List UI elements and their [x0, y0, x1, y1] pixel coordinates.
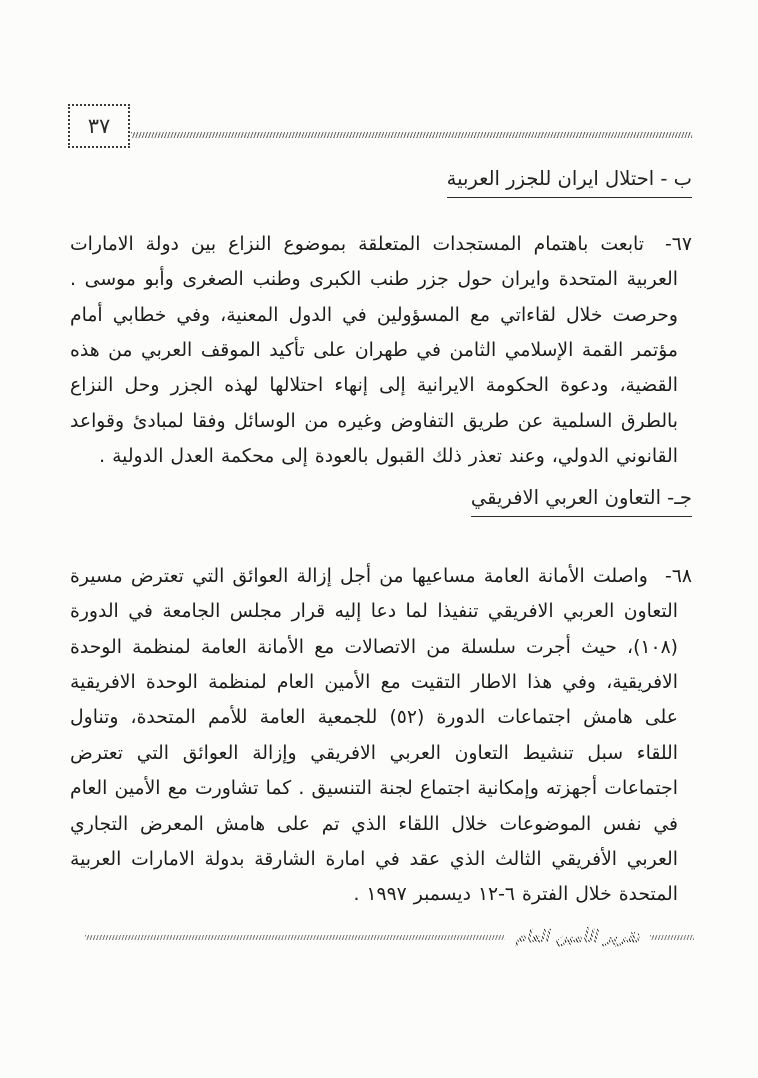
footer-document-title: تقرير الأمين العام [515, 927, 640, 947]
section-heading-b: ب - احتلال ايران للجزر العربية [447, 167, 692, 198]
paragraph-67-text: تابعت باهتمام المستجدات المتعلقة بموضوع النزاع بين دولة الامارات العربية المتحدة وايران حول جزر طنب الكبرى وطنب الصغرى وأبو موسى . وحرصت خلال لقاءاتي مع المسؤولين في الدول المعنية، وفي خطابي أمام مؤتمر القمة الإسلامي الثامن في طهران على تأكيد الموقف العربي من هذه القضية، ودعوة الحكومة الايرانية إلى إنهاء احتلالها لهذه الجزر وحل النزاع بالطرق السلمية عن طريق التفاوض وغيره من الوسائل وفقا لمبادئ وقواعد القانوني الدولي، وعند تعذر ذلك القبول بالعودة إلى محكمة العدل الدولية . [70, 233, 678, 468]
footer-hatched-rule-short [650, 935, 694, 940]
footer [85, 922, 694, 952]
footer-hatched-rule [85, 935, 505, 940]
page-number-box [68, 104, 130, 148]
paragraph-67 [70, 227, 692, 475]
header-hatched-rule [131, 132, 692, 138]
paragraph-67-number: ٦٧- [665, 233, 692, 255]
paragraph-68-number: ٦٨- [665, 565, 692, 587]
paragraph-68 [70, 559, 692, 913]
paragraph-68-text: واصلت الأمانة العامة مساعيها من أجل إزالة العوائق التي تعترض مسيرة التعاون العربي الافريقي تنفيذا لما دعا إليه قرار مجلس الجامعة في الدورة (١٠٨)، حيث أجرت سلسلة من الاتصالات مع الأمانة العامة لمنظمة الوحدة الافريقية، وفي هذا الاطار التقيت مع الأمين العام لمنظمة الوحدة الافريقية على هامش اجتماعات الدورة (٥٢) للجمعية العامة للأمم المتحدة، وتناول اللقاء سبل تنشيط التعاون العربي الافريقي وإزالة العوائق التي تعترض اجتماعات أجهزته وإمكانية اجتماع لجنة التنسيق . كما تشاورت مع الأمين العام في نفس الموضوعات خلال اللقاء الذي تم على هامش المعرض التجاري العربي الأفريقي الثالث الذي عقد في امارة الشارقة بدولة الامارات العربية المتحدة خلال الفترة ٦-١٢ ديسمبر ١٩٩٧ . [70, 565, 678, 906]
section-heading-c: جـ- التعاون العربي الافريقي [471, 486, 692, 517]
page-number: ٣٧ [87, 114, 111, 138]
